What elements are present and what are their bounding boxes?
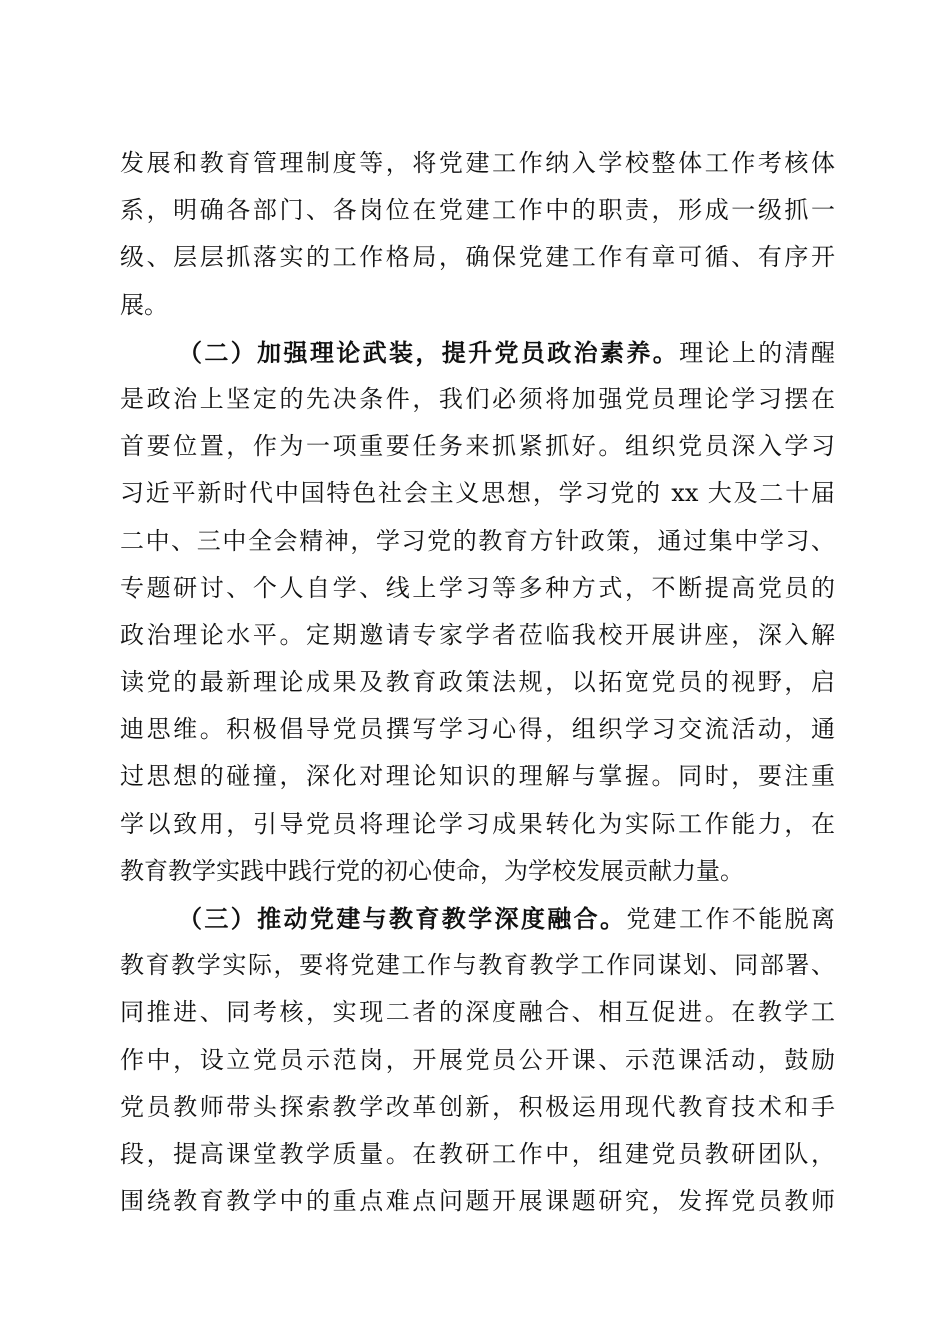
section-3-first-line-text: 党建工作不能脱离 [626,905,835,933]
paragraph-line: 专题研讨、个人自学、线上学习等多种方式，不断提高党员的 [120,573,835,602]
paragraph-line: 迪思维。积极倡导党员撰写学习心得，组织学习交流活动，通 [120,715,835,744]
paragraph-line: 党员教师带头探索教学改革创新，积极运用现代教育技术和手 [120,1092,835,1121]
paragraph-line: 政治理论水平。定期邀请专家学者莅临我校开展讲座，深入解 [120,620,835,649]
paragraph-line: 段，提高课堂教学质量。在教研工作中，组建党员教研团队， [120,1139,835,1168]
section-3-heading: （三）推动党建与教育教学深度融合。 [178,904,627,933]
section-3-first-line [120,895,835,942]
paragraph-line: 是政治上坚定的先决条件，我们必须将加强党员理论学习摆在 [120,384,835,413]
paragraph-line: 作中，设立党员示范岗，开展党员公开课、示范课活动，鼓励 [120,1045,835,1074]
paragraph-line: 展。 [120,290,168,319]
paragraph-line: 学以致用，引导党员将理论学习成果转化为实际工作能力，在 [120,809,835,838]
paragraph-line: 首要位置，作为一项重要任务来抓紧抓好。组织党员深入学习 [120,432,835,461]
document-body [120,140,835,1225]
paragraph-line: 同推进、同考核，实现二者的深度融合、相互促进。在教学工 [120,998,835,1027]
paragraph-line: 二中、三中全会精神，学习党的教育方针政策，通过集中学习、 [120,526,835,555]
paragraph-line: 发展和教育管理制度等，将党建工作纳入学校整体工作考核体 [120,149,835,177]
section-2-first-line-text: 理论上的清醒 [679,338,835,367]
section-2-heading: （二）加强理论武装，提升党员政治素养。 [178,337,680,367]
paragraph-line: 习近平新时代中国特色社会主义思想，学习党的 xx 大及二十届 [120,479,835,508]
paragraph-line: 读党的最新理论成果及教育政策法规，以拓宽党员的视野，启 [120,668,835,697]
paragraph-line: 过思想的碰撞，深化对理论知识的理解与掌握。同时，要注重 [120,762,835,791]
paragraph-line: 教育教学实践中践行党的初心使命，为学校发展贡献力量。 [120,856,744,885]
section-2-first-line [120,329,835,376]
paragraph-line: 级、层层抓落实的工作格局，确保党建工作有章可循、有序开 [120,243,835,272]
paragraph-line: 围绕教育教学中的重点难点问题开展课题研究，发挥党员教师 [120,1187,835,1216]
paragraph-line: 系，明确各部门、各岗位在党建工作中的职责，形成一级抓一 [120,196,835,225]
paragraph-line: 教育教学实际，要将党建工作与教育教学工作同谋划、同部署、 [120,951,835,980]
